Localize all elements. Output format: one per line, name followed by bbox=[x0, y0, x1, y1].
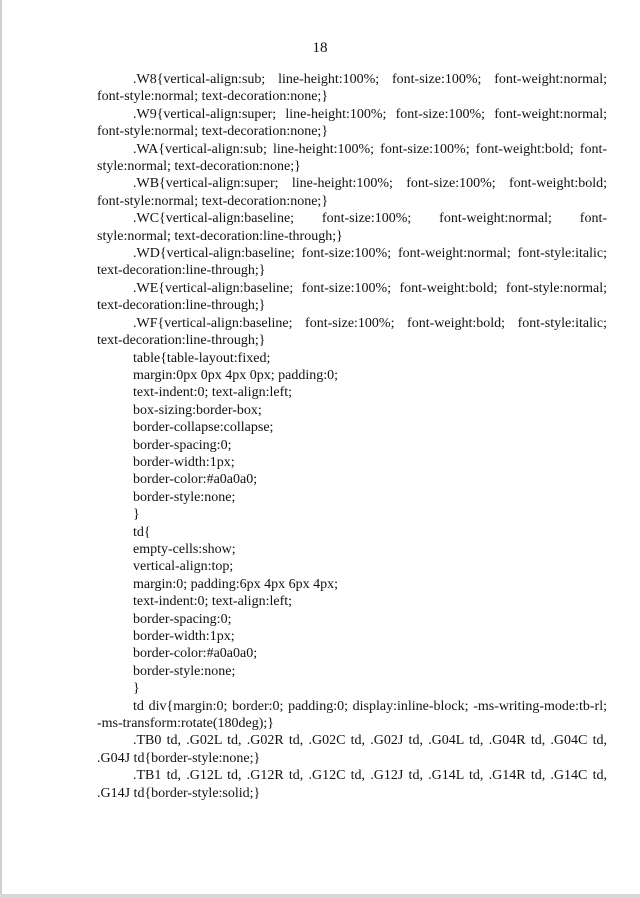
code-line: box-sizing:border-box; bbox=[133, 402, 262, 418]
css-rule-wd: .WD{vertical-align:baseline; font-size:100%; font-weight:normal; font-style:italic; text-decoration:line-through;} bbox=[97, 246, 607, 279]
css-rule-wc: .WC{vertical-align:baseline; font-size:100%; font-weight:normal; font-style:normal; text-decoration:line-through;} bbox=[97, 211, 607, 244]
css-rule-wb: .WB{vertical-align:super; line-height:100%; font-size:100%; font-weight:bold; font-style:normal; text-decoration:none;} bbox=[97, 176, 607, 209]
code-line: border-spacing:0; bbox=[133, 611, 232, 627]
css-rule-tb0: .TB0 td, .G02L td, .G02R td, .G02C td, .G02J td, .G04L td, .G04R td, .G04C td, .G04J td{border-style:none;} bbox=[97, 733, 607, 766]
page-number: 18 bbox=[312, 40, 328, 56]
document-body bbox=[97, 71, 607, 802]
code-line: border-collapse:collapse; bbox=[133, 420, 274, 436]
code-line: } bbox=[133, 681, 140, 697]
css-rule-tb1: .TB1 td, .G12L td, .G12R td, .G12C td, .G12J td, .G14L td, .G14R td, .G14C td, .G14J td{border-style:solid;} bbox=[97, 768, 607, 801]
code-line: text-indent:0; text-align:left; bbox=[133, 594, 293, 610]
code-line: } bbox=[133, 507, 140, 523]
code-line: border-style:none; bbox=[133, 489, 236, 505]
css-rule-td-div: td div{margin:0; border:0; padding:0; display:inline-block; -ms-writing-mode:tb-rl; -ms-transform:rotate(180deg);} bbox=[97, 698, 607, 732]
scan-edge-left bbox=[0, 0, 2, 898]
css-rule-w8: .W8{vertical-align:sub; line-height:100%; font-size:100%; font-weight:normal; font-style:normal; text-decoration:none;} bbox=[97, 72, 607, 105]
code-line: border-spacing:0; bbox=[133, 437, 232, 453]
code-line: margin:0px 0px 4px 0px; padding:0; bbox=[133, 367, 339, 383]
css-rule-w9: .W9{vertical-align:super; line-height:100%; font-size:100%; font-weight:normal; font-style:normal; text-decoration:none;} bbox=[97, 106, 607, 140]
code-line: text-indent:0; text-align:left; bbox=[133, 385, 293, 401]
code-line: border-width:1px; bbox=[133, 454, 235, 470]
code-line: table{table-layout:fixed; bbox=[133, 350, 271, 366]
css-rule-we: .WE{vertical-align:baseline; font-size:100%; font-weight:bold; font-style:normal; text-decoration:line-through;} bbox=[97, 280, 607, 314]
scan-edge-bottom bbox=[0, 894, 640, 898]
css-rule-wf: .WF{vertical-align:baseline; font-size:100%; font-weight:bold; font-style:italic; text-decoration:line-through;} bbox=[97, 315, 607, 349]
code-line: td{ bbox=[133, 524, 151, 540]
code-line: border-width:1px; bbox=[133, 629, 235, 644]
code-line: vertical-align:top; bbox=[133, 559, 234, 575]
code-line: border-style:none; bbox=[133, 663, 236, 679]
code-line: margin:0; padding:6px 4px 6px 4px; bbox=[133, 576, 339, 592]
css-rule-wa: .WA{vertical-align:sub; line-height:100%; font-size:100%; font-weight:bold; font-style:normal; text-decoration:none;} bbox=[97, 141, 607, 175]
code-line: border-color:#a0a0a0; bbox=[133, 646, 258, 662]
code-line: border-color:#a0a0a0; bbox=[133, 472, 258, 488]
code-line: empty-cells:show; bbox=[133, 541, 236, 557]
